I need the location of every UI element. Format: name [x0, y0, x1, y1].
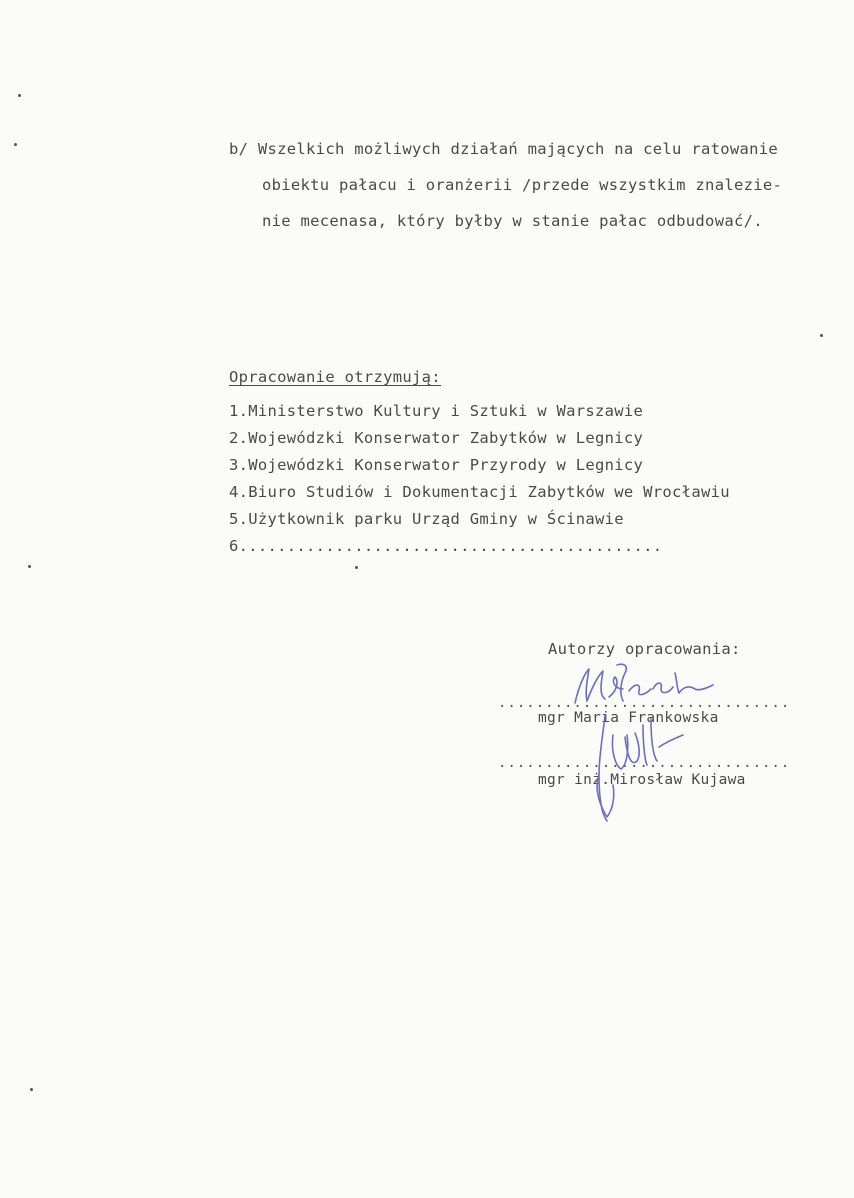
signature-line-2: ............................... [498, 755, 791, 771]
authors-heading: Autorzy opracowania: [548, 640, 741, 658]
distribution-item-4: 4.Biuro Studiów i Dokumentacji Zabytków we Wrocławiu [229, 483, 730, 501]
paper-speck [14, 143, 17, 146]
paper-speck [30, 1088, 33, 1091]
paper-speck [355, 566, 358, 569]
distribution-item-2: 2.Wojewódzki Konserwator Zabytków w Legnicy [229, 429, 644, 447]
author-2-name: mgr inż.Mirosław Kujawa [538, 772, 746, 788]
distribution-item-1: 1.Ministerstwo Kultury i Sztuki w Warszawie [229, 402, 644, 420]
paper-speck [28, 565, 31, 568]
signature-line-1: ............................... [498, 695, 791, 711]
distribution-item-3: 3.Wojewódzki Konserwator Przyrody w Legnicy [229, 456, 644, 474]
author-1-name: mgr Maria Frankowska [538, 710, 719, 726]
paragraph-b-line-2: obiektu pałacu i oranżerii /przede wszystkim znalezie- [262, 176, 783, 194]
signature-kujawa [585, 705, 695, 825]
paragraph-b-line-1: b/ Wszelkich możliwych działań mających na celu ratowanie [229, 140, 779, 158]
distribution-item-5: 5.Użytkownik parku Urząd Gminy w Ścinawie [229, 510, 624, 528]
distribution-heading: Opracowanie otrzymują: [229, 368, 441, 386]
paragraph-b-line-3: nie mecenasa, który byłby w stanie pałac odbudować/. [262, 212, 763, 230]
paper-speck [18, 94, 21, 97]
distribution-item-6: 6............................................ [229, 537, 663, 555]
paper-speck [820, 334, 823, 337]
